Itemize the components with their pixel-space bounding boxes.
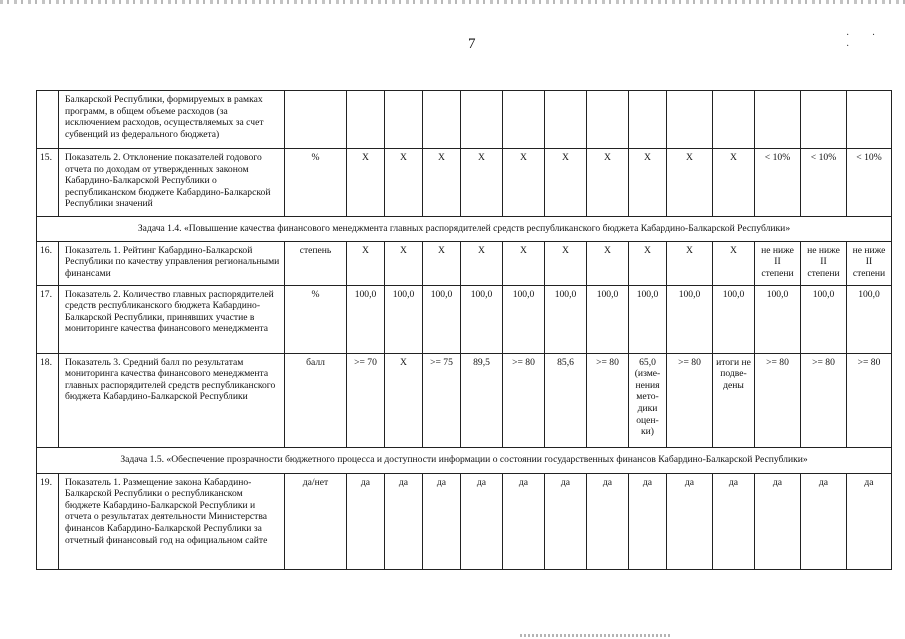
scan-noise-top <box>0 0 905 4</box>
value-cell: Х <box>423 241 461 285</box>
table-row <box>37 241 892 285</box>
value-cell: 100,0 <box>347 285 385 353</box>
value-cell <box>667 91 713 149</box>
value-cell: >= 80 <box>503 353 545 447</box>
row-number: 17. <box>37 285 59 353</box>
value-cell: 100,0 <box>461 285 503 353</box>
table-row <box>37 353 892 447</box>
value-cell <box>503 91 545 149</box>
value-cell: да <box>423 473 461 569</box>
value-cell: >= 70 <box>347 353 385 447</box>
value-cell: да <box>847 473 892 569</box>
value-cell: 65,0 (изме-нения мето-дики оцен-ки) <box>629 353 667 447</box>
value-cell: Х <box>503 149 545 217</box>
table-row <box>37 473 892 569</box>
table-body <box>37 91 892 570</box>
table-row <box>37 91 892 149</box>
unit-cell: балл <box>285 353 347 447</box>
value-cell: да <box>385 473 423 569</box>
value-cell: >= 80 <box>847 353 892 447</box>
value-cell: не ниже II степени <box>847 241 892 285</box>
value-cell: Х <box>667 241 713 285</box>
value-cell: да <box>755 473 801 569</box>
value-cell: Х <box>385 241 423 285</box>
indicator-description: Показатель 2. Количество главных распорядителей средств республиканского бюджета Кабардино-Балкарской Республики, принявших участие в мониторинге качества финансового менеджмента <box>59 285 285 353</box>
value-cell <box>587 91 629 149</box>
value-cell: >= 80 <box>755 353 801 447</box>
task-heading: Задача 1.5. «Обеспечение прозрачности бюджетного процесса и доступности информации о состоянии государственных финансов Кабардино-Балкарской Республики» <box>37 447 892 473</box>
value-cell: Х <box>587 241 629 285</box>
value-cell: >= 80 <box>587 353 629 447</box>
value-cell: Х <box>713 149 755 217</box>
value-cell: да <box>461 473 503 569</box>
value-cell: 100,0 <box>755 285 801 353</box>
value-cell <box>629 91 667 149</box>
value-cell: да <box>713 473 755 569</box>
value-cell: >= 80 <box>801 353 847 447</box>
value-cell: Х <box>587 149 629 217</box>
row-number <box>37 91 59 149</box>
value-cell: Х <box>667 149 713 217</box>
value-cell <box>713 91 755 149</box>
task-row <box>37 447 892 473</box>
value-cell: 89,5 <box>461 353 503 447</box>
value-cell: Х <box>545 149 587 217</box>
value-cell: 100,0 <box>503 285 545 353</box>
value-cell <box>423 91 461 149</box>
row-number: 19. <box>37 473 59 569</box>
indicator-description: Балкарской Республики, формируемых в рамках программ, в общем объеме расходов (за исключением расходов, осуществляемых за счет субвенций из федерального бюджета) <box>59 91 285 149</box>
value-cell: да <box>503 473 545 569</box>
task-heading: Задача 1.4. «Повышение качества финансового менеджмента главных распорядителей средств республиканского бюджета Кабардино-Балкарской Республики» <box>37 217 892 242</box>
value-cell: Х <box>385 149 423 217</box>
value-cell: 100,0 <box>385 285 423 353</box>
value-cell: 100,0 <box>801 285 847 353</box>
unit-cell: % <box>285 149 347 217</box>
table-row <box>37 285 892 353</box>
value-cell: да <box>667 473 713 569</box>
value-cell: Х <box>629 241 667 285</box>
value-cell <box>755 91 801 149</box>
value-cell: да <box>801 473 847 569</box>
value-cell <box>801 91 847 149</box>
value-cell: да <box>629 473 667 569</box>
value-cell: < 10% <box>801 149 847 217</box>
value-cell: да <box>545 473 587 569</box>
value-cell: Х <box>347 149 385 217</box>
task-row <box>37 217 892 242</box>
value-cell: Х <box>461 241 503 285</box>
value-cell: Х <box>629 149 667 217</box>
scan-corner-marks: · · · <box>846 30 886 52</box>
value-cell: да <box>587 473 629 569</box>
indicator-description: Показатель 1. Рейтинг Кабардино-Балкарской Республики по качеству управления региональными финансами <box>59 241 285 285</box>
unit-cell: % <box>285 285 347 353</box>
unit-cell: степень <box>285 241 347 285</box>
value-cell: не ниже II степени <box>755 241 801 285</box>
value-cell: 85,6 <box>545 353 587 447</box>
value-cell: >= 75 <box>423 353 461 447</box>
value-cell <box>545 91 587 149</box>
row-number: 18. <box>37 353 59 447</box>
page-number: 7 <box>468 36 476 52</box>
value-cell: 100,0 <box>629 285 667 353</box>
value-cell: Х <box>347 241 385 285</box>
indicator-description: Показатель 3. Средний балл по результатам мониторинга качества финансового менеджмента главных распорядителей средств республиканского бюджета Кабардино-Балкарской Республики <box>59 353 285 447</box>
value-cell: да <box>347 473 385 569</box>
indicator-description: Показатель 1. Размещение закона Кабардино-Балкарской Республики о республиканском бюджете Кабардино-Балкарской Республики и отчета о результатах деятельности Министерства финансов Кабардино-Балкарской Республики за отчетный финансовый год на официальном сайте <box>59 473 285 569</box>
value-cell: >= 80 <box>667 353 713 447</box>
value-cell: Х <box>423 149 461 217</box>
table-row <box>37 149 892 217</box>
value-cell: Х <box>385 353 423 447</box>
value-cell: итоги не подве-дены <box>713 353 755 447</box>
indicators-table <box>36 90 892 570</box>
value-cell <box>847 91 892 149</box>
value-cell: Х <box>503 241 545 285</box>
value-cell: < 10% <box>755 149 801 217</box>
value-cell: 100,0 <box>423 285 461 353</box>
value-cell: Х <box>713 241 755 285</box>
value-cell: 100,0 <box>847 285 892 353</box>
unit-cell <box>285 91 347 149</box>
value-cell: Х <box>545 241 587 285</box>
value-cell: 100,0 <box>587 285 629 353</box>
unit-cell: да/нет <box>285 473 347 569</box>
row-number: 16. <box>37 241 59 285</box>
value-cell: 100,0 <box>713 285 755 353</box>
value-cell: < 10% <box>847 149 892 217</box>
value-cell: не ниже II степени <box>801 241 847 285</box>
value-cell: Х <box>461 149 503 217</box>
value-cell <box>385 91 423 149</box>
row-number: 15. <box>37 149 59 217</box>
value-cell: 100,0 <box>545 285 587 353</box>
value-cell <box>347 91 385 149</box>
value-cell <box>461 91 503 149</box>
value-cell: 100,0 <box>667 285 713 353</box>
scan-noise-bottom <box>520 634 670 637</box>
indicator-description: Показатель 2. Отклонение показателей годового отчета по доходам от утвержденных законом Кабардино-Балкарской Республики о республиканском бюджете Кабардино-Балкарской Республики значений <box>59 149 285 217</box>
